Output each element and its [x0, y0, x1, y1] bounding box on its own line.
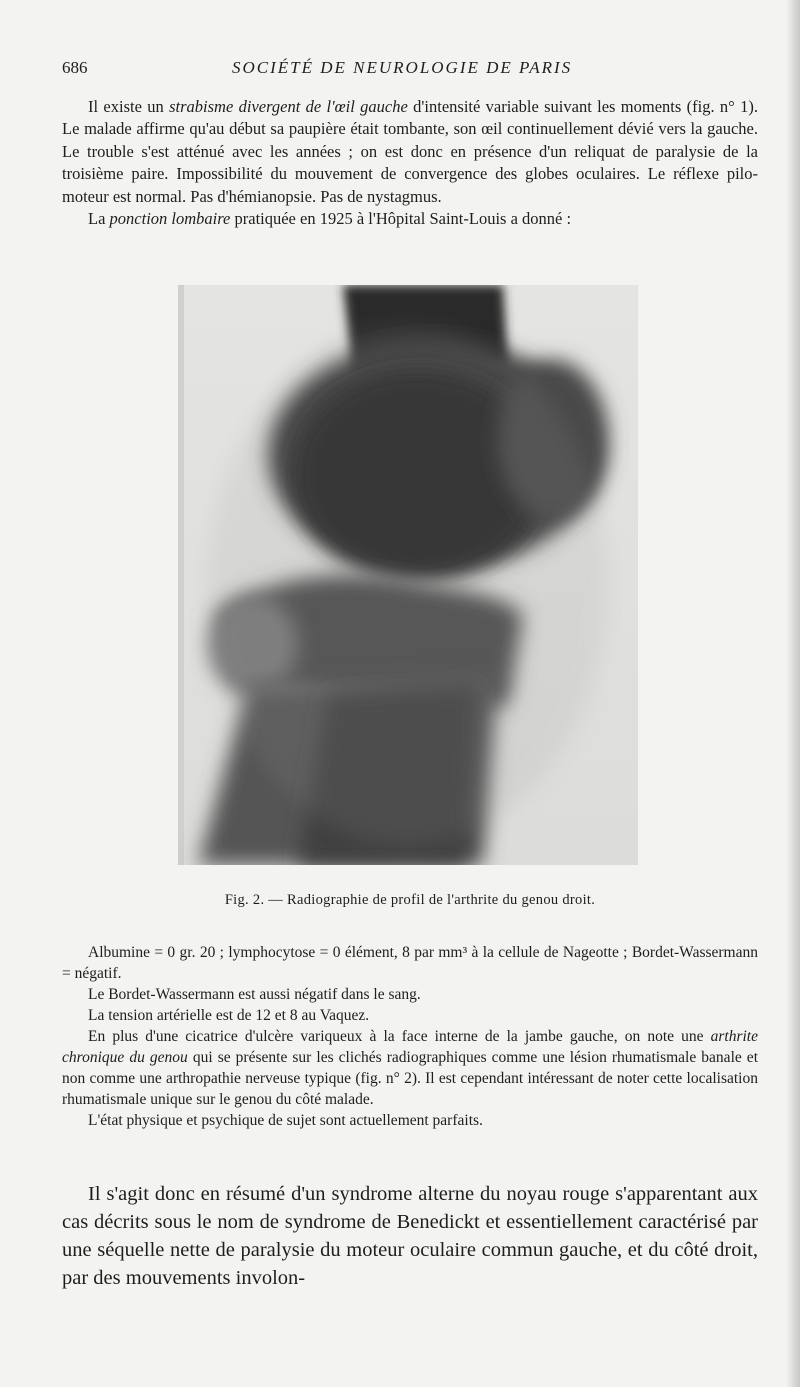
paragraph-resume: Il s'agit donc en résumé d'un syndrome alterne du noyau rouge s'apparentant aux cas décrits sous le nom de syndrome de Benedickt et essentiellement caractérisé par une séquelle nette de paralysie du moteur oculaire commun gauche, et du côté droit, par des mouvements involon-: [62, 1183, 758, 1289]
knee-radiograph-image: [178, 285, 638, 865]
figure-caption: Fig. 2. — Radiographie de profil de l'arthrite du genou droit.: [224, 892, 596, 908]
text-block-top: [62, 96, 758, 230]
paragraph-albumine: Albumine = 0 gr. 20 ; lymphocytose = 0 élément, 8 par mm³ à la cellule de Nageotte ; Bordet-Wassermann = négatif.: [62, 944, 758, 982]
text-block-middle: [62, 942, 758, 1131]
paragraph-ponction: La ponction lombaire pratiquée en 1925 à l'Hôpital Saint-Louis a donné :: [88, 209, 572, 229]
paragraph-bordet-sang: Le Bordet-Wassermann est aussi négatif dans le sang.: [88, 986, 421, 1003]
page-header: [62, 58, 762, 82]
paragraph-tension: La tension artérielle est de 12 et 8 au Vaquez.: [88, 1007, 370, 1024]
paragraph-arthrite: En plus d'une cicatrice d'ulcère variqueux à la face interne de la jambe gauche, on note une arthrite chronique du genou qui se présente sur les clichés radiographiques comme une lésion rhumatismale banale et non comme une arthropathie nerveuse typique (fig. n° 2). Il est cependant intéressant de noter cette localisation rhumatismale unique sur le genou du côté malade.: [62, 1028, 758, 1108]
paragraph-strabisme: Il existe un strabisme divergent de l'œil gauche d'intensité variable suivant les moments (fig. n° 1). Le malade affirme qu'au début sa paupière était tombante, son œil continuellement dévié vers la gauche. Le trouble s'est atténué avec les années ; on est donc en présence d'un reliquat de paralysie de la troisième paire. Impossibilité du mouvement de convergence des globes oculaires. Le réflexe pilo-moteur est normal. Pas d'hémianopsie. Pas de nystagmus.: [62, 97, 758, 206]
page-edge-shadow: [786, 0, 800, 1387]
radiograph-figure: [178, 285, 638, 865]
text-block-bottom: [62, 1180, 758, 1292]
running-title: SOCIÉTÉ DE NEUROLOGIE DE PARIS: [232, 58, 573, 77]
paragraph-etat: L'état physique et psychique de sujet sont actuellement parfaits.: [88, 1112, 483, 1129]
emphasis-arthrite: arthrite chronique du genou: [62, 1028, 758, 1066]
emphasis-ponction: ponction lombaire: [109, 209, 231, 229]
page-number: 686: [62, 58, 88, 77]
emphasis-strabisme: strabisme divergent de l'œil gauche: [169, 97, 408, 116]
